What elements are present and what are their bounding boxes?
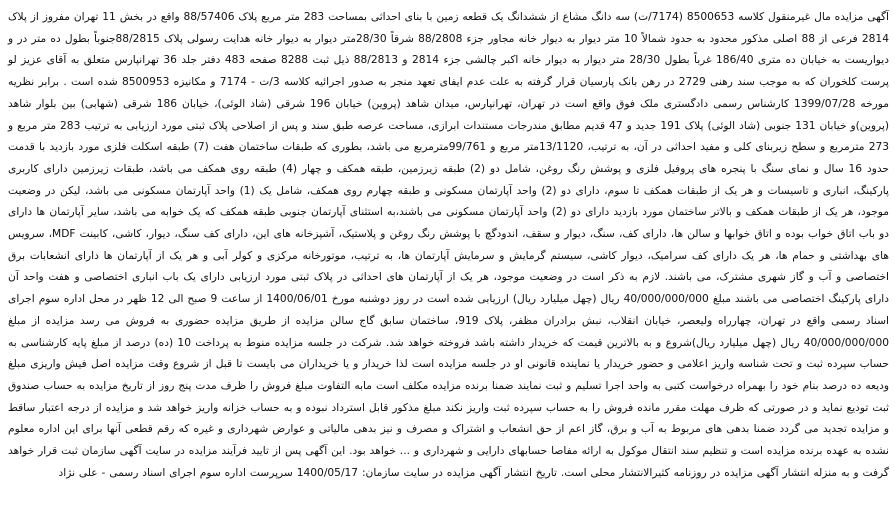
auction-notice-text: آگهی مزایده مال غیرمنقول کلاسه 8500653 (7174/ت) سه دانگ مشاع از ششدانگ یک قطعه زمین با بنای احداثی بمساحت 283 متر مربع پلاک 88/57406 واقع در بخش 11 تهران مفروز از پلاک 2814 فرعی از 88 اصلی مذکور محدود به حدود شمالاً 10 متر دیوار به دیوار خانه مجاور جزء 88/2808 شرقاً 28/30متر دیوار به دیوار خانه هدایت رسولی پلاک 88/2815جنوباً بطول ده متر در و دیواریست به خیابان ده متری 186/40 غرباً بطول 28/30 متر دیوار به دیوار خانه اکبر چالشی جزء 2814 و 88/2813 ذیل ثبت 8288 صفحه 483 دفتر جلد 36 تهرانپارس متعلق به آقای عزیز لو پرست کلخوران که به موجب سند رهنی 2729 در رهن بانک پارسیان قرار گرفته به علت عدم ایفای تعهد منجر به صدور اجرائیه کلاسه 3/ت - 7174 و مکانیزه 8500953 شده است . برابر نظریه مورخه 1399/07/28 کارشناس رسمی دادگستری ملک فوق واقع است در تهران، تهرانپارس، میدان شاهد (پروین) خیابان 196 شرقی (شاد الوئی)، خیابان 186 شرقی (شهابی) بین بلوار شاهد (پروین)و خیابان 131 جنوبی (شاد الوئی) پلاک 191 جدید و 47 قدیم مطابق مندرجات مستندات ابرازی، مساحت عرصه طبق سند و پس از اصلاحی پلاک ثبتی مورد ارزیابی به ترتیب 283 متر مربع و 273 مترمربع و سطح زیربنای کلی و مفید احداثی در آن، به ترتیب، 13/1120متر مربع و 99/761مترمربع می باشد، بطوری که طبقات ساختمان هفت (7) طبقه اسکلت فلزی مورد بازدید با قدمت حدود 16 سال و نمای سنگ با پنجره های پروفیل فلزی و پوشش رنگ روغن، شامل دو (2) طبقه زیرزمین، طبقه همکف و چهار (4) طبقه روی همکف می باشد، طبقات زیرزمین دارای کاربری پارکینگ، انباری و تاسیسات و هر یک از طبقات همکف تا سوم، دارای دو (2) واحد آپارتمان مسکونی و طبقه چهارم روی همکف، شامل یک (1) واحد آپارتمان مسکونی می باشد، لیکن در وضعیت موجود، هر یک از طبقات همکف و بالاتر ساختمان مورد بازدید دارای دو (2) واحد آپارتمان مسکونی می باشند،به استثنای آپارتمان جنوبی طبقه همکف که یک خوابه می باشد، سایر آپارتمان ها دارای دو باب اتاق خواب بوده و اتاق خوابها و سالن ها، دارای کف، سنگ، دیوار و سقف، اندودگچ با پوشش رنگ روغن و پلاستیک، آشپزخانه های این، دارای کف سنگ، دیوار، کاشی، کابینت MDF، سرویس های بهداشتی و حمام ها، هر یک دارای کف سرامیک، دیوار کاشی، سیستم گرمایش و سرمایش آپارتمان ها، به ترتیب، موتورخانه مرکزی و کولر آبی و هر یک از آپارتمان ها دارای انشعابات برق اختصاصی و آب و گاز شهری مشترک، می باشند. لازم به ذکر است در وضعیت موجود، هر یک از آپارتمان های احداثی در پلاک ثبتی مورد ارزیابی دارای یک باب انباری اختصاصی و هفت واحد آن دارای پارکینگ اختصاصی می باشند مبلغ 40/000/000/000 ریال (چهل میلیارد ریال) ارزیابی شده است در روز دوشنبه مورخ 1400/06/01 از ساعت 9 صبح الی 12 ظهر در محل اداره سوم اجرای اسناد رسمی واقع در تهران، چهارراه ولیعصر، خیابان انقلاب، نبش برادران مظفر، پلاک 919، ساختمان سابق گاج سالن مزایده از طریق مزایده حضوری به فروش می رسد مزایده از مبلغ 40/000/000/000 ریال (چهل میلیارد ریال)شروع و به بالاترین قیمت که خریدار داشته باشد فروخته خواهد شد. شرکت در جلسه مزایده منوط به پرداخت 10 (ده) درصد از مبلغ پایه کارشناسی به حساب سپرده ثبت و تحت شناسه واریز اعلامی و حضور خریدار یا نماینده قانونی او در جلسه مزایده است لذا خریدار و یا خریداران می بایست تا قبل از شروع وقت مزایده اصل فیش واریزی مبلغ ودیعه ده درصد بنام خود را بهمراه درخواست کتبی به واحد اجرا تسلیم و ثبت نمایند ضمنا برنده مزایده مکلف است مابه التفاوت مبلغ فروش را ظرف مدت پنج روز از تاریخ مزایده به حساب صندوق ثبت تودیع نماید و در صورتی که ظرف مهلت مقرر مانده فروش را به حساب سپرده ثبت واریز نکند مبلغ مذکور قابل استرداد نبوده و به حساب خزانه واریز خواهد شد و مزایده از درجه اعتبار ساقط و مزایده تجدید می گردد ضمنا بدهی های مربوط به آب و برق، گاز اعم از حق انشعاب و اشتراک و مصرف و نیز بدهی مالیاتی و عوارض شهرداری و غیره که رقم قطعی آنها برای این اداره معلوم نشده به عهده برنده مزایده است و تنظیم سند انتقال موکول به ارائه مفاصا حسابهای دارایی و شهرداری و ... خواهد بود. این آگهی پس از تایید فرآیند مزایده در سایت آگهی سازمان ثبت قرار خواهد گرفت و به منزله انتشار آگهی مزایده در روزنامه کثیرالانتشار محلی است. تاریخ انتشار آگهی مزایده در سایت سازمان: 1400/05/17 سرپرست اداره سوم اجرای اسناد رسمی - علی نژاد [8,10,890,479]
